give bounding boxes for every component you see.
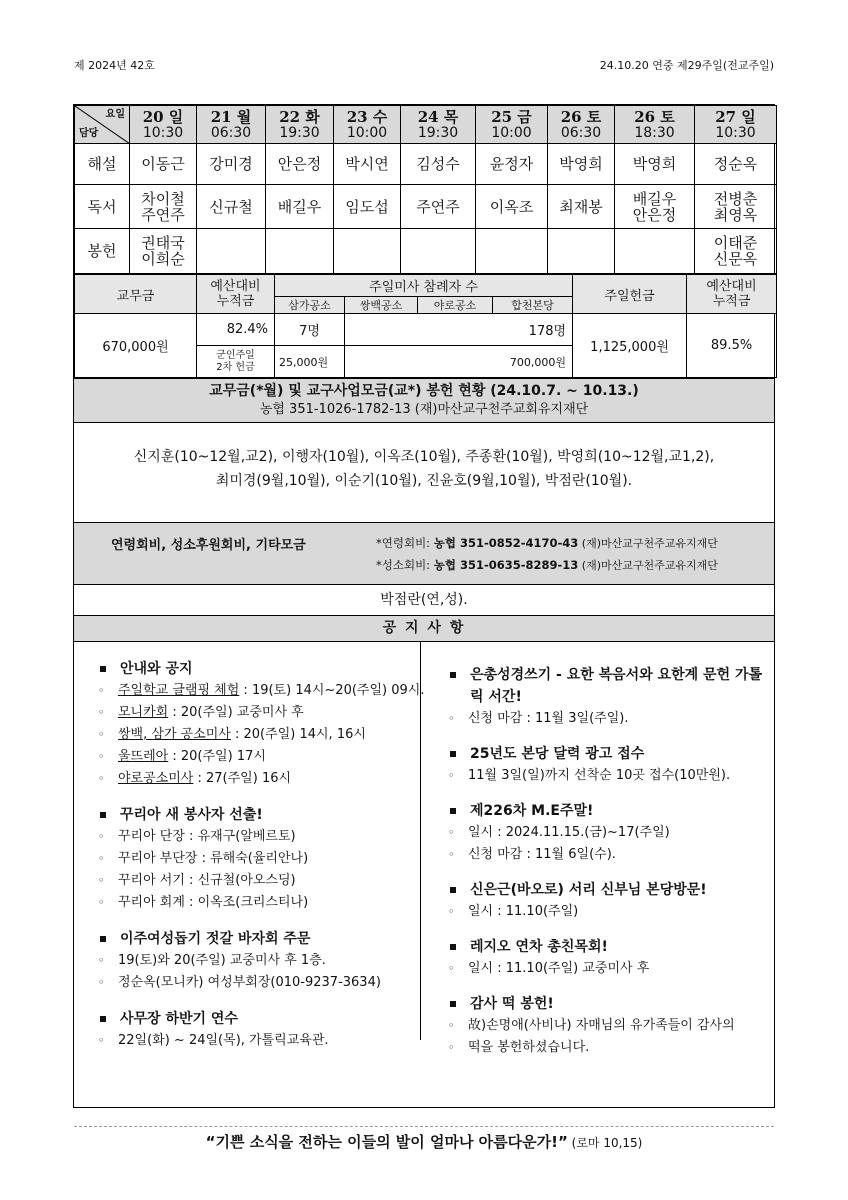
notice-heading: 신은근(바오로) 서리 신부님 본당방문! (446, 879, 772, 901)
duty-person: 윤정자 (489, 155, 534, 173)
footer-quote (0, 1131, 848, 1152)
day-time: 06:30 (560, 124, 602, 141)
budget-label: 예산대비 (210, 279, 261, 294)
sub-header-yaro: 야로공소 (418, 297, 493, 314)
sub-header-samga: 삼가공소 (275, 297, 345, 314)
notice-item (96, 848, 416, 870)
sub-header-ssangbaek: 쌍백공소 (345, 297, 418, 314)
duty-person: 배길우 (632, 189, 677, 208)
budget-label: 예산대비 (706, 279, 757, 294)
top-bar (74, 57, 774, 75)
notice-item (446, 958, 772, 980)
duty-person: 차이철 (141, 189, 185, 208)
dues-account-2 (376, 557, 718, 573)
day-time: 10:30 (142, 124, 184, 141)
notice-item-title: 울뜨레아 (118, 749, 169, 764)
duty-cell (266, 144, 334, 185)
notice-heading: 은총성경쓰기 - 요한 복음서와 요한계 문헌 가톨릭 서간! (446, 664, 772, 708)
date-info: 24.10.20 연중 제29주일(전교주일) (599, 59, 774, 72)
quote-text: “기쁜 소식을 전하는 이들의 발이 얼마나 아름다운가!” (205, 1133, 568, 1151)
duty-person: 주연주 (141, 205, 185, 224)
notice-heading: 사무장 하반기 연수 (96, 1008, 416, 1030)
notice-item-text: 일시 : 11.10(주일) 교중미사 후 (468, 961, 650, 976)
notice-heading: 이주여성돕기 젓갈 바자회 주문 (96, 928, 416, 950)
attendance-header: 주일미사 참례자 수 (275, 275, 573, 297)
day-label: 24 목 (417, 107, 459, 126)
duty-cell (197, 185, 266, 229)
duty-cell (615, 144, 695, 185)
dues-line2-label: *성소회비: (376, 558, 434, 572)
dues-line2-account: 농협 351-0635-8289-13 (433, 558, 579, 572)
dues-line1-org: (재)마산교구천주교유지재단 (578, 537, 718, 550)
day-label: 20 일 (142, 107, 184, 126)
duty-cell (197, 229, 266, 274)
notice-item-text: 일시 : 2024.11.15.(금)~17(주일) (468, 825, 670, 840)
notice-item-text: : 20(주일) 14시, 16시 (230, 727, 366, 742)
duty-cell (401, 229, 476, 274)
notice-item (96, 826, 416, 848)
collection-header: 주일헌금 (573, 275, 687, 314)
day-header (266, 106, 334, 144)
day-header (334, 106, 401, 144)
day-header (548, 106, 615, 144)
day-header (476, 106, 548, 144)
notice-heading: 제226차 M.E주말! (446, 800, 772, 822)
notice-item-text: 신청 마감 : 11월 6일(수). (468, 847, 616, 862)
military-sunday-label (197, 346, 275, 378)
notice-item (96, 870, 416, 892)
collection-amount: 1,125,000원 (573, 314, 687, 378)
sub-header-main: 합천본당 (493, 297, 573, 314)
duty-cell (130, 185, 197, 229)
military-main: 700,000원 (345, 346, 573, 378)
notice-item-text: 22일(화) ~ 24일(목), 가톨릭교육관. (118, 1033, 329, 1048)
duty-person: 이희순 (141, 250, 185, 268)
duty-person: 정순옥 (713, 155, 758, 173)
duty-cell (695, 185, 777, 229)
military-label-1: 군인주일 (216, 349, 255, 361)
notice-item (96, 768, 416, 790)
duty-cell (476, 144, 548, 185)
schedule-corner (75, 106, 130, 144)
day-time: 19:30 (417, 124, 459, 141)
main-count: 178명 (345, 314, 573, 346)
day-label: 25 금 (491, 107, 532, 126)
duty-person: 박영희 (559, 155, 603, 173)
cumulative-label: 누적금 (216, 294, 255, 309)
schedule-row-offering (75, 229, 777, 274)
day-label: 26 토 (634, 107, 675, 126)
duty-person: 안은정 (632, 205, 677, 224)
notice-heading: 감사 떡 봉헌! (446, 993, 772, 1015)
day-time: 10:00 (491, 124, 532, 141)
duty-cell (334, 144, 401, 185)
dues-account-1 (376, 535, 718, 551)
quote-reference: (로마 10,15) (567, 1136, 643, 1150)
notice-item-text: 故)손명애(사비나) 자매님의 유가족들이 감사의 (468, 1018, 735, 1033)
budget-header-right (687, 275, 777, 314)
notice-item (96, 1030, 416, 1052)
cumulative-label: 누적금 (712, 294, 751, 309)
day-header (615, 106, 695, 144)
gyomu-percent: 82.4% (197, 314, 275, 346)
notice-item-title: 모니카회 (118, 705, 169, 720)
duty-person: 김성수 (416, 155, 460, 173)
dues-line2-org: (재)마산교구천주교유지재단 (578, 559, 718, 572)
notice-item-text: 정순옥(모니카) 여성부회장(010-9237-3634) (118, 975, 381, 990)
duty-person: 최영옥 (713, 205, 758, 224)
offering-header (74, 378, 774, 422)
footer-divider (74, 1126, 774, 1127)
notice-item-title: 야로공소미사 (118, 771, 194, 786)
duty-person: 강미경 (209, 155, 253, 173)
notice-item-title: 주일학교 글램핑 체험 (118, 683, 240, 698)
duty-cell (548, 144, 615, 185)
day-label: 21 월 (210, 107, 252, 126)
notice-item (446, 901, 772, 923)
notice-item (96, 702, 416, 724)
notice-left-column (96, 658, 425, 1052)
duty-person: 최재봉 (559, 197, 603, 216)
notice-item (446, 844, 772, 866)
duty-cell (548, 229, 615, 274)
schedule-row-commentary (75, 144, 777, 185)
duty-person: 이태준 (713, 234, 758, 252)
day-time: 18:30 (634, 124, 675, 141)
notice-item (446, 1015, 772, 1037)
duty-cell (130, 144, 197, 185)
day-time: 10:00 (346, 124, 388, 141)
notice-item-text: 꾸리아 서기 : 신규철(아오스딩) (118, 873, 296, 888)
samga-count: 7명 (275, 314, 345, 346)
duty-cell (334, 229, 401, 274)
issue-number: 제 2024년 42호 (74, 59, 155, 72)
notice-item-text: 떡을 봉헌하셨습니다. (468, 1040, 590, 1055)
duty-label: 독서 (75, 185, 130, 229)
notice-heading: 꾸리아 새 봉사자 선출! (96, 804, 416, 826)
duty-person: 이옥조 (489, 197, 534, 216)
schedule-header-row (75, 106, 777, 144)
duty-cell (197, 144, 266, 185)
notice-item-text: 꾸리아 단장 : 유재구(알베르토) (118, 829, 296, 844)
dues-header (74, 522, 774, 584)
day-label: 26 토 (560, 107, 602, 126)
bulletin-body (73, 104, 775, 1108)
notice-item-title: 쌍백, 삼가 공소미사 (118, 727, 231, 742)
duty-cell (476, 185, 548, 229)
notice-heading: 25년도 본당 달력 광고 접수 (446, 743, 772, 765)
duty-label: 봉헌 (75, 229, 130, 274)
offering-title: 교무금(*월) 및 교구사업모금(교*) 봉헌 현황 (24.10.7. ~ 10.13.) (209, 383, 639, 399)
duty-person: 배길우 (277, 197, 322, 216)
gyomu-header: 교무금 (75, 275, 197, 314)
dues-line1-account: 농협 351-0852-4170-43 (433, 536, 579, 550)
notice-item-text: 11월 3일(일)까지 선착순 10곳 접수(10만원). (468, 768, 731, 783)
duty-person: 이동근 (141, 155, 185, 173)
day-label: 23 수 (346, 107, 388, 126)
budget-header-left (197, 275, 275, 314)
duty-cell (266, 229, 334, 274)
duty-cell (401, 185, 476, 229)
notice-item (96, 724, 416, 746)
day-time: 19:30 (279, 124, 320, 141)
notice-item (446, 822, 772, 844)
dues-line1-label: *연령회비: (376, 536, 434, 550)
offering-names-line1: 신지훈(10~12월,교2), 이행자(10월), 이옥조(10월), 주종환(10월), 박영희(10~12월,교1,2), (133, 449, 715, 465)
duty-cell (695, 229, 777, 274)
notice-item (96, 680, 425, 702)
duty-person: 임도섭 (345, 197, 389, 216)
duty-cell (615, 185, 695, 229)
notice-item (96, 950, 416, 972)
duty-person: 주연주 (416, 197, 460, 216)
day-time: 06:30 (210, 124, 252, 141)
dues-names: 박점란(연,성). (74, 584, 774, 615)
notice-item-text: 신청 마감 : 11월 3일(주일). (468, 711, 629, 726)
notice-body (74, 641, 774, 1055)
offering-names (74, 422, 774, 522)
notice-item-text: : 27(주일) 16시 (193, 771, 292, 786)
duty-cell (401, 144, 476, 185)
notice-item-text: : 20(주일) 교중미사 후 (168, 705, 304, 720)
duty-person: 박시연 (345, 155, 389, 173)
notice-right-column (446, 664, 772, 1059)
notice-item-text: : 20(주일) 17시 (168, 749, 266, 764)
duty-cell (476, 229, 548, 274)
duty-person: 신규철 (209, 197, 253, 216)
duty-person: 안은정 (277, 155, 322, 173)
schedule-row-reading (75, 185, 777, 229)
notice-item (96, 972, 416, 994)
military-label-2: 2차 헌금 (216, 361, 255, 373)
corner-duty: 담당 (79, 128, 99, 139)
day-label: 27 일 (715, 107, 756, 126)
day-header (197, 106, 266, 144)
notice-header: 공 지 사 항 (74, 615, 774, 641)
duty-person: 박영희 (632, 155, 677, 173)
duty-person: 전병춘 (713, 189, 758, 208)
notice-item (96, 892, 416, 914)
day-header (401, 106, 476, 144)
day-time: 10:30 (715, 124, 756, 141)
notice-item-text: 꾸리아 회계 : 이옥조(크리스티나) (118, 895, 309, 910)
notice-item (96, 746, 416, 768)
corner-weekday: 요일 (105, 109, 125, 120)
day-label: 22 화 (279, 107, 320, 126)
duty-cell (615, 229, 695, 274)
duty-cell (130, 229, 197, 274)
notice-item (446, 1037, 772, 1059)
duty-label: 해설 (75, 144, 130, 185)
duty-cell (695, 144, 777, 185)
day-header (130, 106, 197, 144)
notice-item-text: 꾸리아 부단장 : 류해숙(율리안나) (118, 851, 309, 866)
duty-cell (266, 185, 334, 229)
military-samga: 25,000원 (275, 346, 345, 378)
collection-percent: 89.5% (687, 314, 777, 378)
offering-names-line2: 최미경(9월,10월), 이순기(10월), 진윤호(9월,10월), 박점란(10월). (215, 473, 633, 489)
duty-cell (334, 185, 401, 229)
duty-cell (548, 185, 615, 229)
duty-person: 신문옥 (713, 250, 758, 268)
dues-title: 연령회비, 성소후원회비, 기타모금 (111, 538, 306, 553)
gyomu-amount: 670,000원 (75, 314, 197, 378)
offering-account: 농협 351-1026-1782-13 (재)마산교구천주교회유지재단 (259, 402, 589, 417)
duty-person: 권태국 (141, 234, 185, 252)
finance-table (74, 274, 777, 378)
notice-item-text: : 19(토) 14시~20(주일) 09시. (239, 683, 425, 698)
notice-item (446, 708, 772, 730)
notice-item-text: 일시 : 11.10(주일) (468, 904, 579, 919)
notice-heading: 레지오 연차 총친목회! (446, 936, 772, 958)
notice-item (446, 765, 772, 787)
schedule-table (74, 105, 777, 274)
day-header (695, 106, 777, 144)
notice-item-text: 19(토)와 20(주일) 교중미사 후 1층. (118, 953, 326, 968)
notice-heading: 안내와 공지 (96, 658, 416, 680)
